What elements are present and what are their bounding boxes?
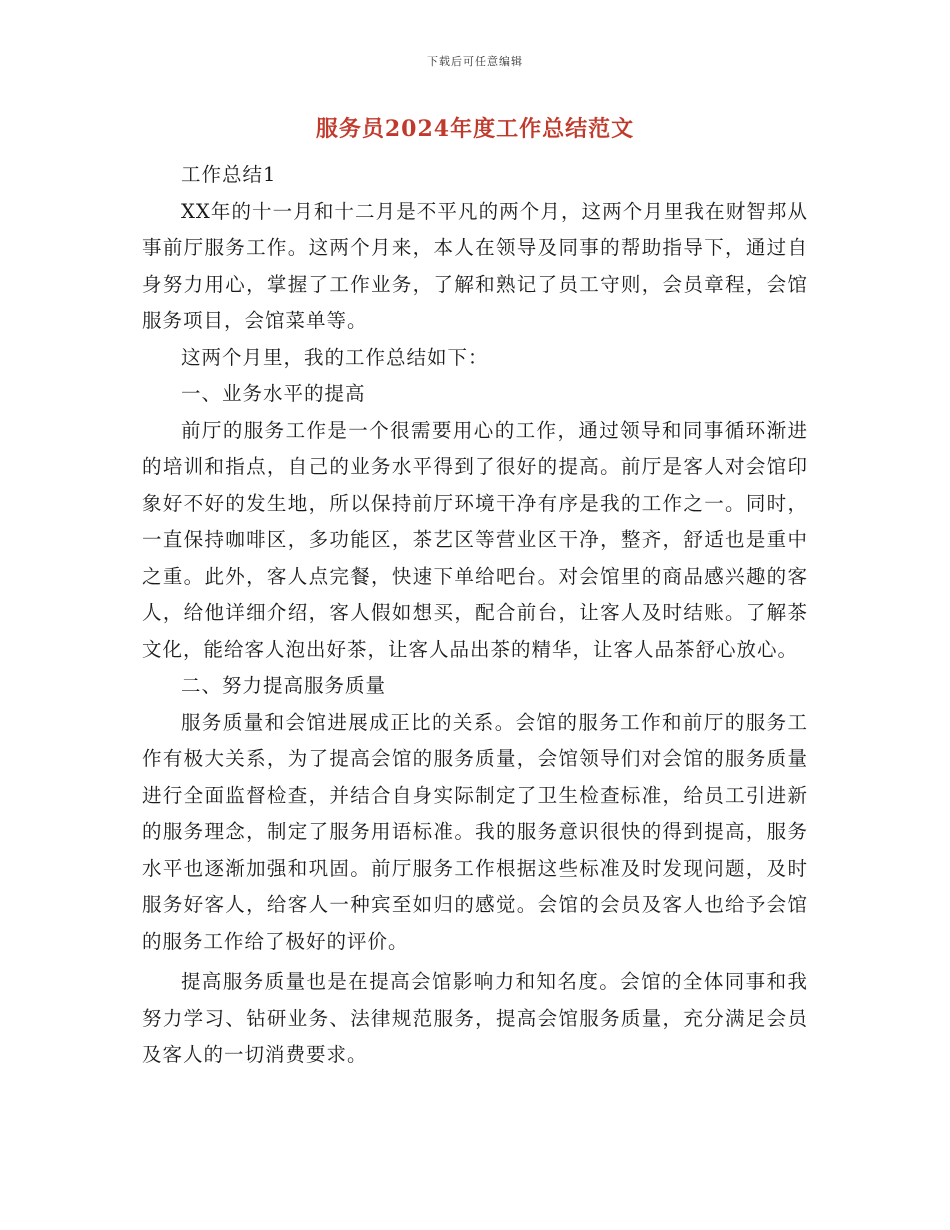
body-paragraph: 服务质量和会馆进展成正比的关系。会馆的服务工作和前厅的服务工作有极大关系，为了提高会馆的服务质量，会馆领导们对会馆的服务质量进行全面监督检查，并结合自身实际制定了卫生检查标准，给员工引进新的服务理念，制定了服务用语标准。我的服务意识很快的得到提高，服务水平也逐渐加强和巩固。前厅服务工作根据这些标准及时发现问题，及时服务好客人，给客人一种宾至如归的感觉。会馆的会员及客人也给予会馆的服务工作给了极好的评价。 bbox=[142, 710, 808, 953]
body-paragraph: 这两个月里，我的工作总结如下： bbox=[181, 345, 489, 369]
body-paragraph: XX年的十一月和十二月是不平凡的两个月，这两个月里我在财智邦从事前厅服务工作。这两个月来，本人在领导及同事的帮助指导下，通过自身努力用心，掌握了工作业务，了解和熟记了员工守则，会员章程，会馆服务项目，会馆菜单等。 bbox=[142, 199, 808, 332]
document-title: 服务员2024年度工作总结范文 bbox=[315, 116, 635, 142]
section-heading-business-level: 一、业务水平的提高 bbox=[181, 382, 366, 405]
document-body bbox=[142, 157, 808, 1074]
header-note: 下载后可任意编辑 bbox=[427, 55, 523, 68]
section-heading-summary-1: 工作总结1 bbox=[181, 163, 277, 186]
body-paragraph: 前厅的服务工作是一个很需要用心的工作，通过领导和同事循环渐进的培训和指点，自己的业务水平得到了很好的提高。前厅是客人对会馆印象好不好的发生地，所以保持前厅环境干净有序是我的工作之一。同时，一直保持咖啡区，多功能区，茶艺区等营业区干净，整齐，舒适也是重中之重。此外，客人点完餐，快速下单给吧台。对会馆里的商品感兴趣的客人，给他详细介绍，客人假如想买，配合前台，让客人及时结账。了解茶文化，能给客人泡出好茶，让客人品出茶的精华，让客人品茶舒心放心。 bbox=[142, 418, 808, 661]
body-paragraph: 提高服务质量也是在提高会馆影响力和知名度。会馆的全体同事和我努力学习、钻研业务、法律规范服务，提高会馆服务质量，充分满足会员及客人的一切消费要求。 bbox=[142, 970, 808, 1066]
section-heading-service-quality: 二、努力提高服务质量 bbox=[181, 674, 387, 697]
